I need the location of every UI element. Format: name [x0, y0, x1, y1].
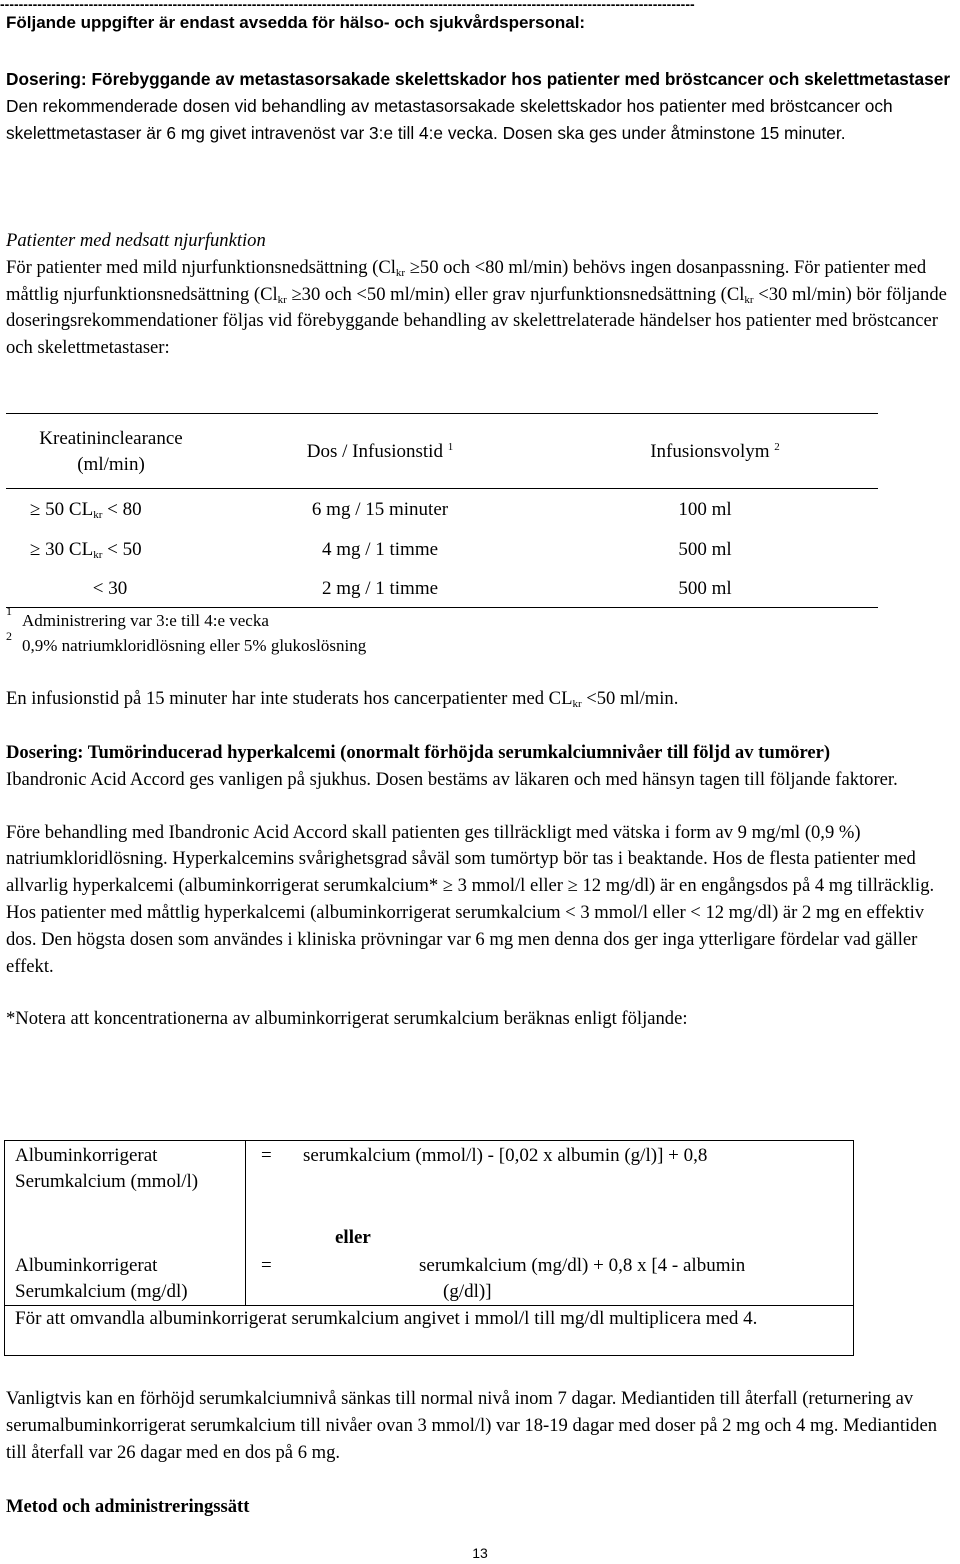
col-header-volume: Infusionsvolym $^2$: [650, 441, 780, 462]
footnote-2-mark: 2: [6, 629, 12, 643]
section-heading-hypercalcemia: Dosering: Tumörinducerad hyperkalcemi (onormalt förhöjda serumkalciumnivåer till följd av tumörer): [6, 742, 831, 763]
formula-left-mgdl: Albuminkorrigerat Serumkalcium (mg/dl): [15, 1255, 188, 1302]
table-top-rule: [6, 413, 878, 414]
top-dashed-rule: -----------------------------------------------------------------------------------------------------------------------------------------------------: [0, 0, 695, 12]
paragraph-hospital: Ibandronic Acid Accord ges vanligen på sjukhus. Dosen bestäms av läkaren och med hänsyn tagen till följande faktorer.: [6, 768, 898, 790]
table-row-2-dose: 4 mg / 1 timme: [321, 539, 439, 560]
renal-paragraph: För patienter med mild njurfunktionsnedsättning ($Cl_{kr} \ge 50$ och <80 ml/min) behövs ingen dosanpassning. För patienter med måttlig njurfunktionsnedsättning ($Cl_{kr} \ge 30$ och <50 ml/min) eller grav njurfunktionsnedsättning ($Cl_{kr} <30$ ml/min) bör följande doseringsrekommendationer följas vid förebyggande behandling av skelettrelaterade händelser hos patienter med bröstcancer och skelettmetastaser:: [6, 256, 947, 359]
paragraph-recommended-dose: Den rekommenderade dosen vid behandling av metastasorsakade skelettskador hos patienter med bröstcancer och skelettmetastaser är 6 mg givet intravenöst var 3:e till 4:e vecka. Dosen ska ges under åtminstone 15 minuter.: [6, 95, 893, 143]
section-renal: [6, 228, 952, 362]
paragraph-normalization: Vanligtvis kan en förhöjd serumkalciumnivå sänkas till normal nivå inom 7 dagar. Mediantiden till återfall (returnering av serumalbuminkorrigerat serumkalcium till nivåer ovan 3 mmol/l) var 18-19 dagar med doser på 2 mg och 4 mg. Mediantiden till återfall var 26 dagar med en dos på 6 mg.: [6, 1388, 937, 1463]
footnote-2: 0,9% natriumkloridlösning eller 5% glukoslösning: [22, 636, 367, 655]
footnote-1-mark: 1: [6, 604, 12, 618]
footnote-1: Administrering var 3:e till 4:e vecka: [22, 611, 269, 630]
table-row-2-crcl: ≥ 30 $CL_{kr} < 50$: [30, 539, 142, 561]
table-row-3-volume: 500 ml: [678, 578, 732, 599]
section-heading-prevention: Dosering: Förebyggande av metastasorsakade skelettskador hos patienter med bröstcancer och skelettmetastaser: [6, 69, 951, 89]
formula-vertical-divider: [245, 1141, 246, 1305]
col-header-dose: Dos / Infusionstid $^1$: [306, 441, 454, 462]
paragraph-pretreatment: Före behandling med Ibandronic Acid Accord skall patienten ges tillräckligt med vätska i form av 9 mg/ml (0,9 %) natriumkloridlösning. Hyperkalcemins svårighetsgrad såväl som tumörtyp bör tas i beaktande. Hos de flesta patienter med allvarlig hyperkalcemi (albuminkorrigerat serumkalcium* ≥ 3 mmol/l eller ≥ 12 mg/dl) är en engångsdos på 4 mg tillräcklig. Hos patienter med måttlig hyperkalcemi (albuminkorrigerat serumkalcium < 3 mmol/l eller < 12 mg/dl) är 2 mg en effektiv dos. Den högsta dosen som användes i kliniska prövningar var 6 mg men denna dos ger inga ytterligare fördelar vad gäller effekt.: [6, 821, 935, 977]
table-header-rule: [6, 488, 878, 489]
table-row-3-dose: 2 mg / 1 timme: [321, 578, 439, 599]
formula-equals-1: =: [261, 1145, 272, 1166]
table-row-1-volume: 100 ml: [678, 499, 732, 520]
formula-left-mmol: Albuminkorrigerat Serumkalcium (mmol/l): [15, 1145, 199, 1192]
table-row-1-dose: 6 mg / 15 minuter: [311, 499, 449, 520]
formula-equals-2: =: [261, 1255, 272, 1276]
hcp-notice: Följande uppgifter är endast avsedda för hälso- och sjukvårdspersonal:: [6, 13, 586, 32]
table-bottom-rule: [6, 607, 878, 608]
paragraph-note: *Notera att koncentrationerna av albuminkorrigerat serumkalcium beräknas enligt följande:: [6, 1008, 688, 1030]
section-hypercalcemia: [6, 740, 952, 1033]
table-row-1-crcl: ≥ 50 $CL_{kr} < 80$: [30, 499, 142, 521]
table-row-3-crcl: < 30: [92, 578, 128, 599]
section-administration: [6, 1494, 952, 1521]
formula-conversion-note: För att omvandla albuminkorrigerat serumkalcium angivet i mmol/l till mg/dl multiplicera med 4.: [15, 1308, 758, 1329]
formula-or: eller: [335, 1227, 371, 1248]
section-heading-administration: Metod och administreringssätt: [6, 1496, 250, 1517]
table-row-2-volume: 500 ml: [678, 539, 732, 560]
infusion-note: En infusionstid på 15 minuter har inte studerats hos cancerpatienter med $CL_{kr} <50$ ml/min.: [6, 688, 679, 710]
section-prevention: [6, 66, 952, 146]
col-header-creatinine: Kreatininclearance (ml/min): [39, 428, 183, 475]
formula-right-mgdl: serumkalcium (mg/dl) + 0,8 x [4 - albumin (g/dl)]: [419, 1255, 746, 1302]
page-number: 13: [472, 1545, 488, 1561]
renal-subheading: Patienter med nedsatt njurfunktion: [6, 230, 266, 251]
formula-box: [4, 1140, 854, 1356]
formula-right-mmol: serumkalcium (mmol/l) - [0,02 x albumin (g/l)] + 0,8: [303, 1145, 708, 1166]
